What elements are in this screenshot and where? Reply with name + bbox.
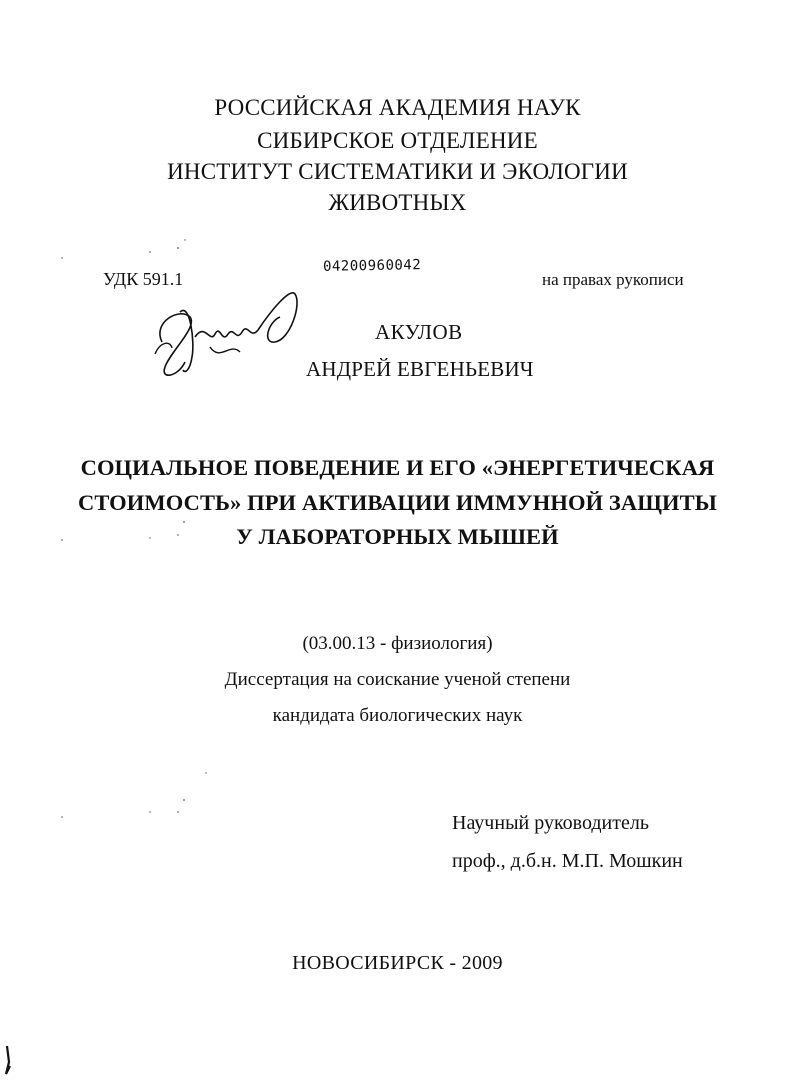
- specialty-code: (03.00.13 - физиология): [302, 633, 493, 654]
- udk-code: УДК 591.1: [103, 269, 184, 289]
- supervisor-role: Научный руководитель: [452, 812, 649, 834]
- thesis-title-line-1: СОЦИАЛЬНОЕ ПОВЕДЕНИЕ И ЕГО «ЭНЕРГЕТИЧЕСКАЯ: [80, 455, 715, 480]
- degree-line-1: Диссертация на соискание ученой степени: [224, 669, 571, 690]
- institute-name: ИНСТИТУТ СИСТЕМАТИКИ И ЭКОЛОГИИ: [167, 159, 628, 184]
- thesis-title-line-3: У ЛАБОРАТОРНЫХ МЫШЕЙ: [236, 524, 559, 549]
- city-year: НОВОСИБИРСК - 2009: [292, 952, 503, 974]
- registration-stamp: 04200960042: [322, 257, 422, 275]
- supervisor-name: проф., д.б.н. М.П. Мошкин: [452, 850, 683, 872]
- branch-name: СИБИРСКОЕ ОТДЕЛЕНИЕ: [257, 128, 538, 153]
- rights-notice: на правах рукописи: [542, 270, 684, 289]
- author-signature: [150, 282, 310, 387]
- academy-name: РОССИЙСКАЯ АКАДЕМИЯ НАУК: [214, 95, 581, 120]
- author-given-names: АНДРЕЙ ЕВГЕНЬЕВИЧ: [306, 357, 534, 381]
- author-surname: АКУЛОВ: [375, 320, 463, 344]
- degree-line-2: кандидата биологических наук: [272, 705, 523, 726]
- institute-name-cont: ЖИВОТНЫХ: [328, 190, 467, 215]
- thesis-title-line-2: СТОИМОСТЬ» ПРИ АКТИВАЦИИ ИММУННОЙ ЗАЩИТЫ: [78, 490, 717, 515]
